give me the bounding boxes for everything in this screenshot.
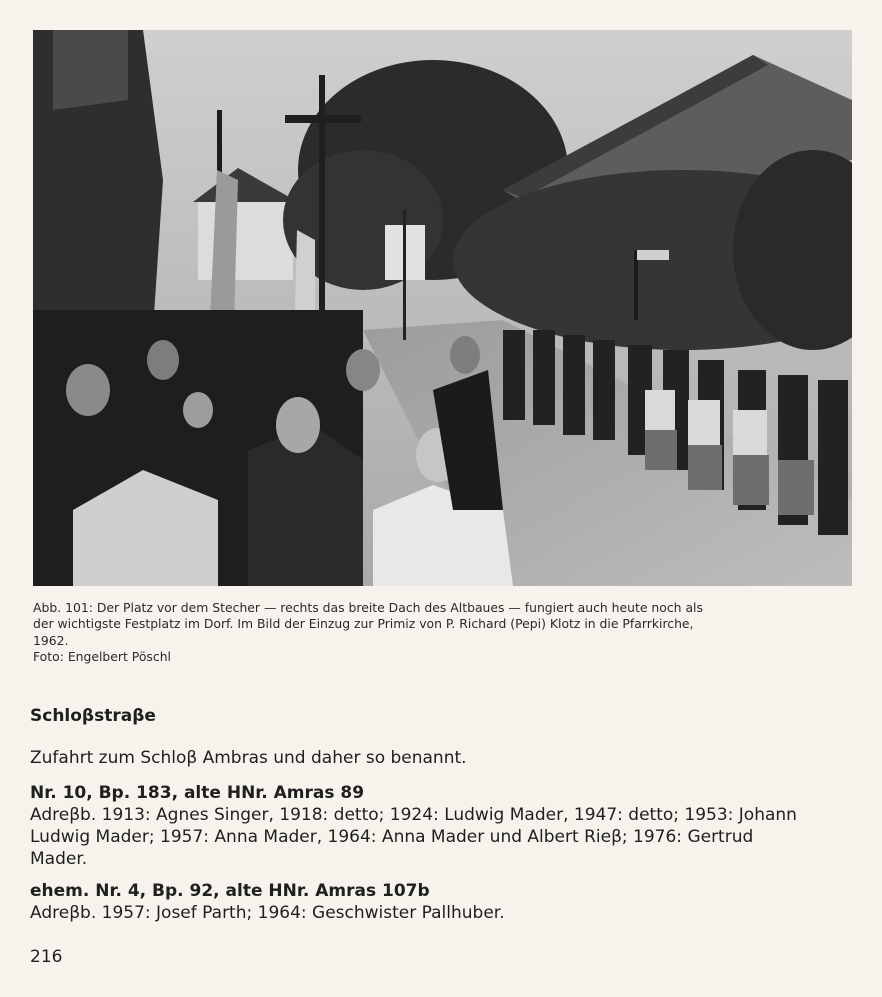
photo-illustration — [33, 30, 852, 586]
section-heading: Schloβstraβe — [30, 706, 156, 726]
photo-credit: Foto: Engelbert Pöschl — [33, 649, 171, 665]
entry-line: Mader. — [30, 849, 88, 869]
entry-line: Ludwig Mader; 1957: Anna Mader, 1964: Anna Mader und Albert Rieβ; 1976: Gertrud — [30, 827, 754, 847]
entry-line: Adreβb. 1913: Agnes Singer, 1918: detto; 1924: Ludwig Mader, 1947: detto; 1953: Johann — [30, 805, 797, 825]
section-intro: Zufahrt zum Schloβ Ambras und daher so benannt. — [30, 748, 467, 768]
entry-heading: Nr. 10, Bp. 183, alte HNr. Amras 89 — [30, 783, 365, 803]
photo-caption — [33, 600, 863, 666]
page-number: 216 — [30, 947, 63, 967]
entry-heading: ehem. Nr. 4, Bp. 92, alte HNr. Amras 107b — [30, 881, 430, 901]
address-entry — [30, 782, 852, 870]
address-entry — [30, 880, 852, 924]
caption-line: der wichtigste Festplatz im Dorf. Im Bild der Einzug zur Primiz von P. Richard (Pepi) Klotz in die Pfarrkirche, — [33, 616, 694, 632]
procession-photo — [33, 30, 852, 586]
caption-line: 1962. — [33, 632, 69, 648]
caption-line: Abb. 101: Der Platz vor dem Stecher — rechts das breite Dach des Altbaues — fungiert auch heute noch als — [33, 600, 703, 615]
entry-line: Adreβb. 1957: Josef Parth; 1964: Geschwister Pallhuber. — [30, 903, 505, 923]
